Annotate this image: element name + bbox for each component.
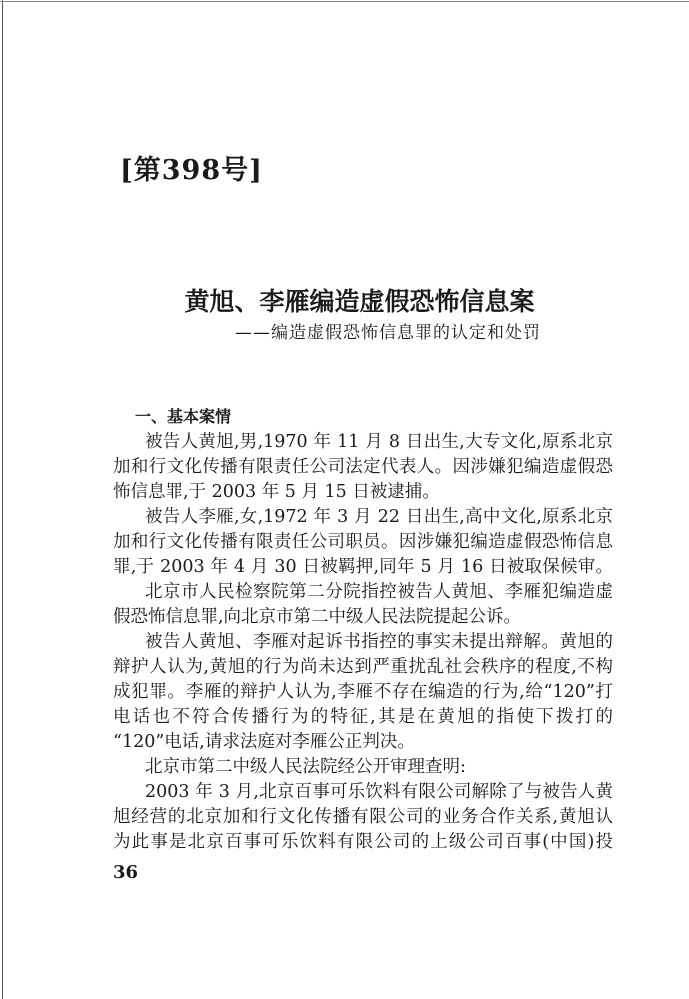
body-line: 电话也不符合传播行为的特征,其是在黄旭的指使下拨打的 [113,707,613,727]
article-title: 黄旭、李雁编造虚假恐怖信息案 [184,287,535,316]
body-line: 罪,于 2003 年 4 月 30 日被羁押,同年 5 月 16 日被取保候审。 [113,557,613,577]
body-line: “120”电话,请求法庭对李雁公正判决。 [113,732,415,752]
body-line: 成犯罪。李雁的辩护人认为,李雁不存在编造的行为,给“120”打 [113,682,613,702]
body-line: 被告人李雁,女,1972 年 3 月 22 日出生,高中文化,原系北京 [145,507,613,527]
body-line: 被告人黄旭、李雁对起诉书指控的事实未提出辩解。黄旭的 [145,632,613,652]
body-line: 北京市人民检察院第二分院指控被告人黄旭、李雁犯编造虚 [145,582,613,602]
body-line: 为此事是北京百事可乐饮料有限公司的上级公司百事(中国)投 [113,832,613,852]
body-line: 假恐怖信息罪,向北京市第二中级人民法院提起公诉。 [113,607,522,627]
body-line: 旭经营的北京加和行文化传播有限公司的业务合作关系,黄旭认 [113,807,613,827]
section-heading: 一、基本案情 [135,407,232,426]
page-edge-left [2,0,3,999]
body-line: 被告人黄旭,男,1970 年 11 月 8 日出生,大专文化,原系北京 [145,432,613,452]
body-line: 加和行文化传播有限责任公司法定代表人。因涉嫌犯编造虚假恐 [113,457,613,477]
body-line: 怖信息罪,于 2003 年 5 月 15 日被逮捕。 [113,482,440,502]
body-line: 加和行文化传播有限责任公司职员。因涉嫌犯编造虚假恐怖信息 [113,532,613,552]
case-number: [第398号] [120,155,263,186]
body-line: 北京市第二中级人民法院经公开审理查明: [145,757,466,777]
page-number: 36 [113,862,139,883]
article-subtitle: ——编造虚假恐怖信息罪的认定和处罚 [235,323,541,343]
body-line: 2003 年 3 月,北京百事可乐饮料有限公司解除了与被告人黄 [145,782,613,802]
page-edge-top [0,1,689,2]
body-line: 辩护人认为,黄旭的行为尚未达到严重扰乱社会秩序的程度,不构 [113,657,613,677]
